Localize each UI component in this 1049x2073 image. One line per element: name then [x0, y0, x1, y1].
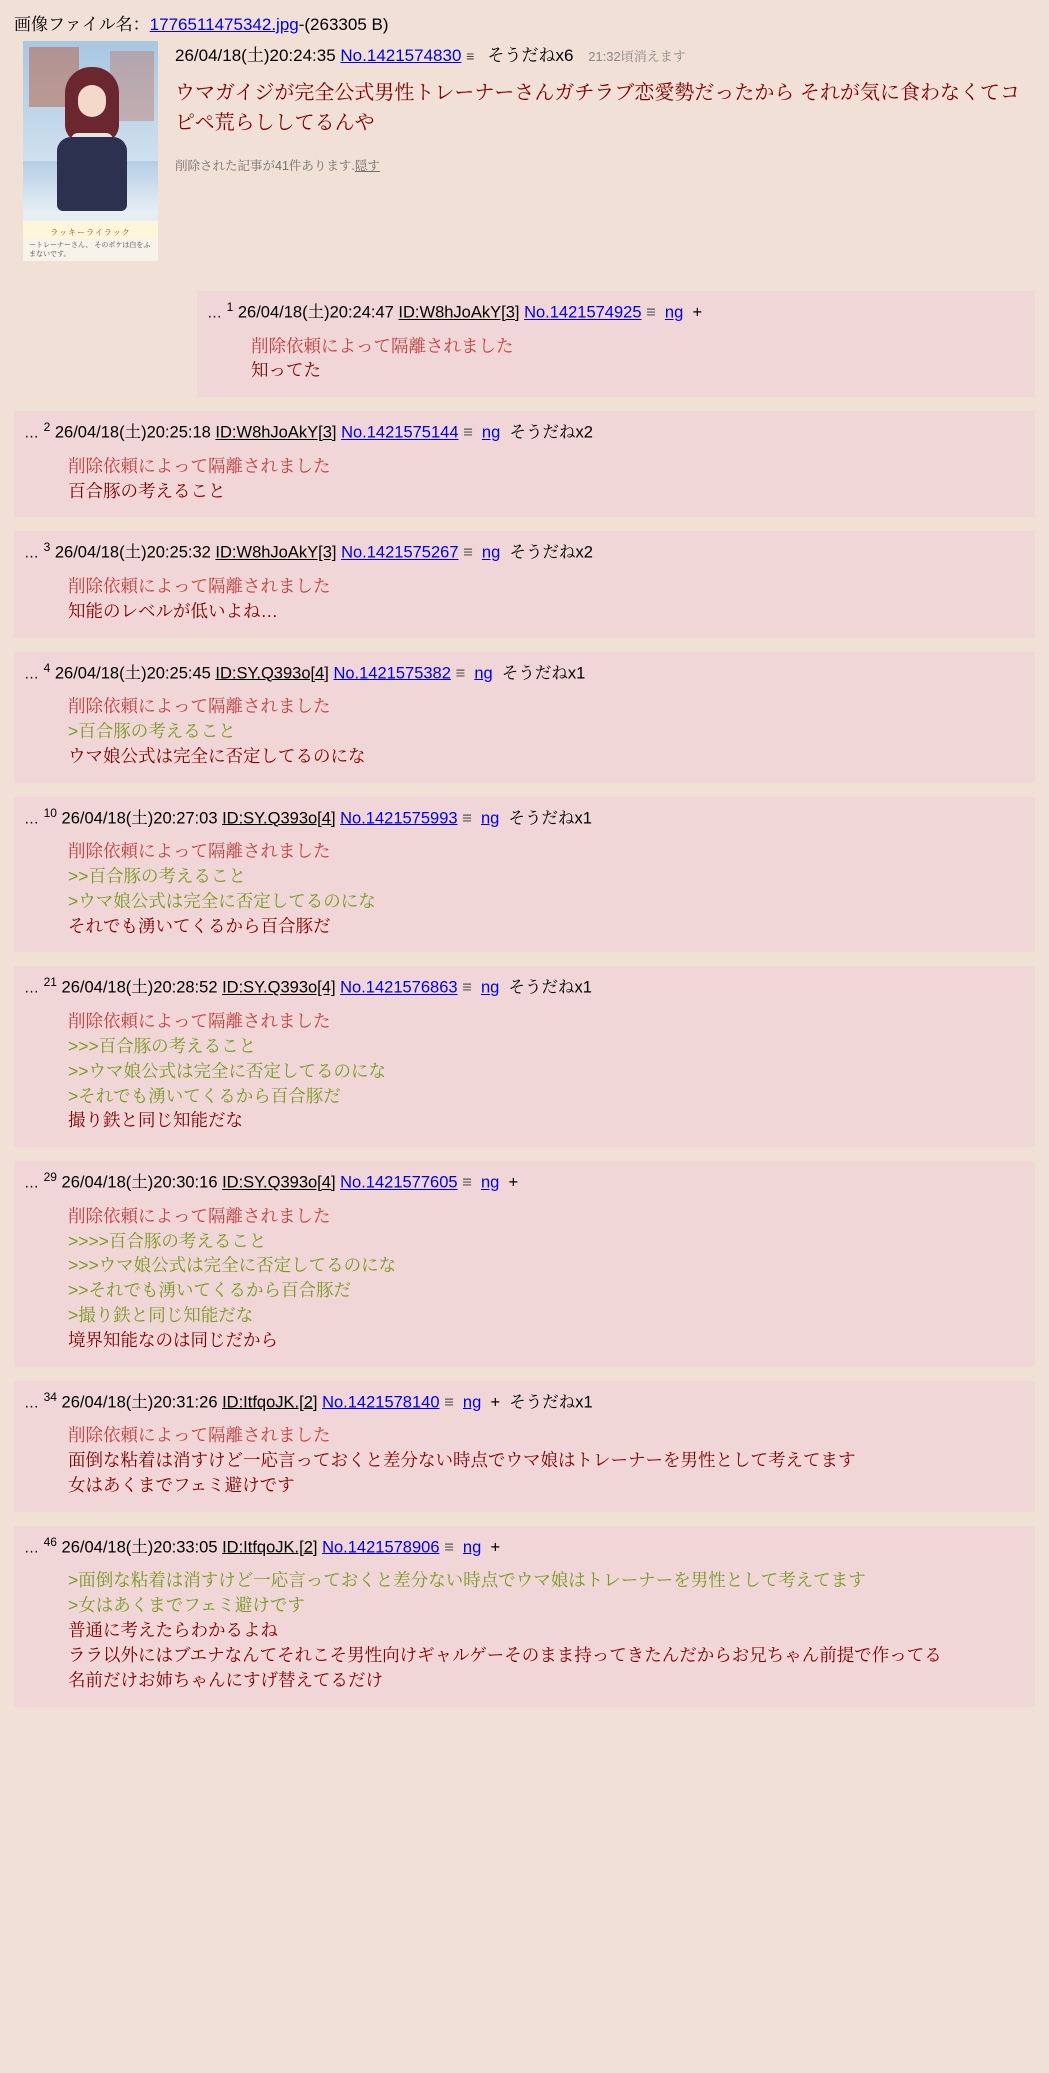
reply-post [14, 1526, 1035, 1707]
reply-header [24, 1167, 1025, 1194]
reply-header [24, 417, 1025, 444]
ng-button[interactable]: ng [480, 978, 500, 997]
reply-gap [0, 397, 1049, 411]
reply-date: 26/04/18(土)20:25:32 [54, 543, 211, 562]
reply-date: 26/04/18(土)20:25:18 [54, 423, 211, 442]
reply-gap [0, 1512, 1049, 1526]
reply-gap [0, 517, 1049, 531]
reply-post [14, 1161, 1035, 1367]
reply-user-id: ID:ItfqoJK.[2] [222, 1538, 318, 1557]
reply-post-number[interactable]: No.1421578140 [322, 1393, 440, 1412]
reply-sodane-count[interactable]: そうだねx2 [509, 543, 593, 562]
expand-plus-icon[interactable]: + [490, 1393, 501, 1412]
reply-text-line: >>それでも湧いてくるから百合豚だ [68, 1280, 351, 1301]
reply-date: 26/04/18(土)20:24:47 [237, 303, 394, 322]
reply-toggle-dots[interactable]: … [24, 1394, 39, 1412]
reply-header [24, 537, 1025, 564]
reply-header [24, 972, 1025, 999]
reply-post-number[interactable]: No.1421577605 [340, 1173, 458, 1192]
ng-button[interactable]: ng [474, 664, 493, 683]
ng-button[interactable]: ng [480, 809, 500, 828]
reply-post [14, 411, 1035, 517]
reply-body [24, 1009, 1025, 1133]
op-post-number[interactable]: No.1421574830 [340, 46, 462, 65]
reply-body [207, 334, 1025, 384]
reply-body [24, 1204, 1025, 1353]
reply-text-line: 削除依頼によって隔離されました [68, 455, 331, 476]
reply-gap [0, 638, 1049, 652]
reply-date: 26/04/18(土)20:33:05 [61, 1538, 218, 1557]
hamburger-menu-icon[interactable]: ≡ [444, 1393, 454, 1412]
reply-date: 26/04/18(土)20:31:26 [61, 1393, 218, 1412]
reply-post [14, 1381, 1035, 1512]
ng-button[interactable]: ng [462, 1538, 482, 1557]
thumb-character-body [57, 137, 127, 211]
op-meta-row [175, 41, 1035, 66]
hamburger-menu-icon[interactable]: ≡ [463, 423, 473, 442]
reply-date: 26/04/18(土)20:27:03 [61, 809, 218, 828]
reply-body [24, 839, 1025, 938]
reply-body [24, 1568, 1025, 1692]
reply-text-line: 削除依頼によって隔離されました [68, 841, 331, 862]
op-body [175, 41, 1049, 174]
reply-text-line: >>>ウマ娘公式は完全に否定してるのにな [68, 1255, 397, 1276]
reply-list [0, 281, 1049, 1707]
expand-plus-icon[interactable]: + [508, 1173, 519, 1192]
deleted-count-text: 削除された記事が41件あります. [175, 159, 355, 173]
reply-text-line: 女はあくまでフェミ避けです [68, 1474, 295, 1495]
reply-user-id: ID:SY.Q393o[4] [215, 664, 329, 683]
reply-text-line: 面倒な粘着は消すけど一応言っておくと差分ない時点でウマ娘はトレーナーを男性として考えてます [68, 1450, 856, 1471]
reply-text-line: 境界知能なのは同じだから [68, 1329, 278, 1350]
reply-text-line: >それでも湧いてくるから百合豚だ [68, 1085, 341, 1106]
reply-toggle-dots[interactable]: … [24, 424, 39, 442]
reply-post [197, 291, 1035, 397]
reply-date: 26/04/18(土)20:25:45 [54, 664, 211, 683]
image-filesize: -(263305 B) [298, 15, 389, 34]
reply-header [24, 1532, 1025, 1559]
reply-gap [0, 952, 1049, 966]
op-text-line: それが気に食わなくてコピペ荒らししてるんや [175, 82, 1020, 134]
reply-text-line: 普通に考えたらわかるよね [68, 1619, 278, 1640]
reply-post-number[interactable]: No.1421578906 [322, 1538, 440, 1557]
hide-link[interactable]: 隠す [354, 159, 380, 173]
reply-gap [0, 783, 1049, 797]
reply-post [14, 966, 1035, 1147]
reply-user-id: ID:W8hJoAkY[3] [398, 303, 520, 322]
reply-text-line: >>百合豚の考えること [68, 865, 246, 886]
reply-post-number[interactable]: No.1421576863 [340, 978, 458, 997]
reply-toggle-dots[interactable]: … [24, 810, 39, 828]
reply-post-number[interactable]: No.1421575993 [340, 809, 458, 828]
reply-sodane-count[interactable]: そうだねx1 [501, 664, 586, 683]
reply-gap [0, 1147, 1049, 1161]
original-post [0, 41, 1049, 281]
op-text [175, 78, 1035, 138]
reply-text-line: 知ってた [251, 360, 321, 381]
reply-header [207, 297, 1025, 324]
reply-text-line: >>>百合豚の考えること [68, 1035, 257, 1056]
reply-post-number[interactable]: No.1421575267 [341, 543, 459, 562]
reply-post-number[interactable]: No.1421575382 [333, 664, 451, 683]
hamburger-menu-icon[interactable]: ≡ [466, 48, 474, 64]
reply-date: 26/04/18(土)20:30:16 [61, 1173, 218, 1192]
reply-toggle-dots[interactable]: … [24, 665, 39, 683]
reply-text-line: >ウマ娘公式は完全に否定してるのにな [68, 890, 376, 911]
reply-index: 21 [43, 975, 57, 990]
thumb-caption-text: ートレーナーさん、 そのポケは白をふまないです。 [29, 242, 151, 258]
reply-date: 26/04/18(土)20:28:52 [61, 978, 218, 997]
reply-user-id: ID:SY.Q393o[4] [222, 1173, 336, 1192]
reply-index: 29 [43, 1170, 57, 1185]
reply-toggle-dots[interactable]: … [24, 979, 39, 997]
reply-text-line: >撮り鉄と同じ知能だな [68, 1305, 254, 1326]
reply-post-number[interactable]: No.1421574925 [524, 303, 642, 322]
hamburger-menu-icon[interactable]: ≡ [646, 303, 656, 322]
reply-text-line: >面倒な粘着は消すけど一応言っておくと差分ない時点でウマ娘はトレーナーを男性として考えてます [68, 1570, 866, 1591]
reply-text-line: 削除依頼によって隔離されました [68, 1010, 331, 1031]
reply-user-id: ID:SY.Q393o[4] [222, 978, 336, 997]
reply-index: 4 [43, 660, 51, 675]
reply-header [24, 658, 1025, 685]
reply-post [14, 652, 1035, 783]
thumb-character-face [78, 85, 106, 117]
reply-gap [0, 281, 1049, 291]
reply-index: 3 [43, 540, 51, 555]
deleted-count-note [175, 156, 1035, 174]
ng-button[interactable]: ng [664, 303, 684, 322]
reply-user-id: ID:W8hJoAkY[3] [215, 543, 337, 562]
reply-sodane-count[interactable]: そうだねx1 [508, 809, 592, 828]
reply-header [24, 803, 1025, 830]
reply-text-line: 削除依頼によって隔離されました [68, 696, 331, 717]
reply-sodane-count[interactable]: そうだねx1 [508, 978, 592, 997]
reply-text-line: >百合豚の考えること [68, 720, 236, 741]
hamburger-menu-icon[interactable]: ≡ [462, 978, 472, 997]
reply-text-line: >>ウマ娘公式は完全に否定してるのにな [68, 1060, 386, 1081]
reply-post [14, 797, 1035, 953]
reply-toggle-dots[interactable]: … [24, 1539, 39, 1557]
reply-sodane-count[interactable]: そうだねx1 [509, 1393, 593, 1412]
reply-body [24, 454, 1025, 504]
reply-text-line: それでも湧いてくるから百合豚だ [68, 915, 331, 936]
ng-button[interactable]: ng [462, 1393, 482, 1412]
reply-user-id: ID:W8hJoAkY[3] [215, 423, 337, 442]
ng-button[interactable]: ng [481, 423, 501, 442]
op-text-line: ウマガイジが完全公式男性トレーナーさんガチラブ恋愛勢だったから [175, 82, 795, 104]
reply-text-line: 削除依頼によって隔離されました [68, 1205, 331, 1226]
expand-plus-icon[interactable]: + [490, 1538, 501, 1557]
op-sodane-count[interactable]: そうだねx6 [487, 46, 574, 65]
hamburger-menu-icon[interactable]: ≡ [462, 1173, 472, 1192]
reply-body [24, 694, 1025, 769]
ng-button[interactable]: ng [481, 543, 501, 562]
reply-post [14, 531, 1035, 637]
reply-index: 46 [43, 1534, 57, 1549]
image-filename-line [0, 6, 1049, 41]
expand-plus-icon[interactable]: + [692, 303, 703, 322]
reply-index: 2 [43, 420, 51, 435]
reply-user-id: ID:SY.Q393o[4] [222, 809, 336, 828]
filename-label: 画像ファイル名： [14, 15, 150, 34]
reply-text-line: 削除依頼によって隔離されました [68, 575, 331, 596]
reply-user-id: ID:ItfqoJK.[2] [222, 1393, 318, 1412]
reply-text-line: 削除依頼によって隔離されました [68, 1425, 331, 1446]
image-filename-link[interactable]: 1776511475342.jpg [149, 15, 299, 34]
reply-text-line: >>>>百合豚の考えること [68, 1230, 267, 1251]
reply-text-line: 知能のレベルが低いよね… [68, 600, 278, 621]
op-date: 26/04/18(土)20:24:35 [175, 46, 336, 65]
reply-post-number[interactable]: No.1421575144 [341, 423, 459, 442]
reply-text-line: >女はあくまでフェミ避けです [68, 1595, 305, 1616]
hamburger-menu-icon[interactable]: ≡ [462, 809, 472, 828]
reply-toggle-dots[interactable]: … [24, 544, 39, 562]
reply-text-line: 百合豚の考えること [68, 480, 226, 501]
hamburger-menu-icon[interactable]: ≡ [444, 1538, 454, 1557]
hamburger-menu-icon[interactable]: ≡ [455, 664, 466, 683]
hamburger-menu-icon[interactable]: ≡ [463, 543, 473, 562]
thumb-banner-text: ラッキーライラック [50, 228, 131, 237]
reply-body [24, 574, 1025, 624]
reply-text-line: ララ以外にはブエナなんてそれこそ男性向けギャルゲーそのまま持ってきたんだからお兄ちゃん前提で作ってる [68, 1644, 942, 1665]
reply-gap [0, 1367, 1049, 1381]
op-expire-note: 21:32頃消えます [588, 49, 686, 64]
reply-text-line: ウマ娘公式は完全に否定してるのにな [68, 745, 366, 766]
post-thumbnail-image[interactable] [23, 41, 158, 261]
reply-header [24, 1387, 1025, 1414]
reply-index: 10 [43, 805, 57, 820]
reply-index: 34 [43, 1389, 57, 1404]
reply-text-line: 撮り鉄と同じ知能だな [68, 1110, 243, 1131]
reply-toggle-dots[interactable]: … [207, 304, 222, 322]
reply-text-line: 名前だけお姉ちゃんにすげ替えてるだけ [68, 1669, 383, 1690]
ng-button[interactable]: ng [480, 1173, 500, 1192]
reply-toggle-dots[interactable]: … [24, 1174, 39, 1192]
reply-sodane-count[interactable]: そうだねx2 [509, 423, 593, 442]
reply-body [24, 1423, 1025, 1498]
reply-text-line: 削除依頼によって隔離されました [251, 335, 514, 356]
reply-index: 1 [226, 300, 234, 314]
